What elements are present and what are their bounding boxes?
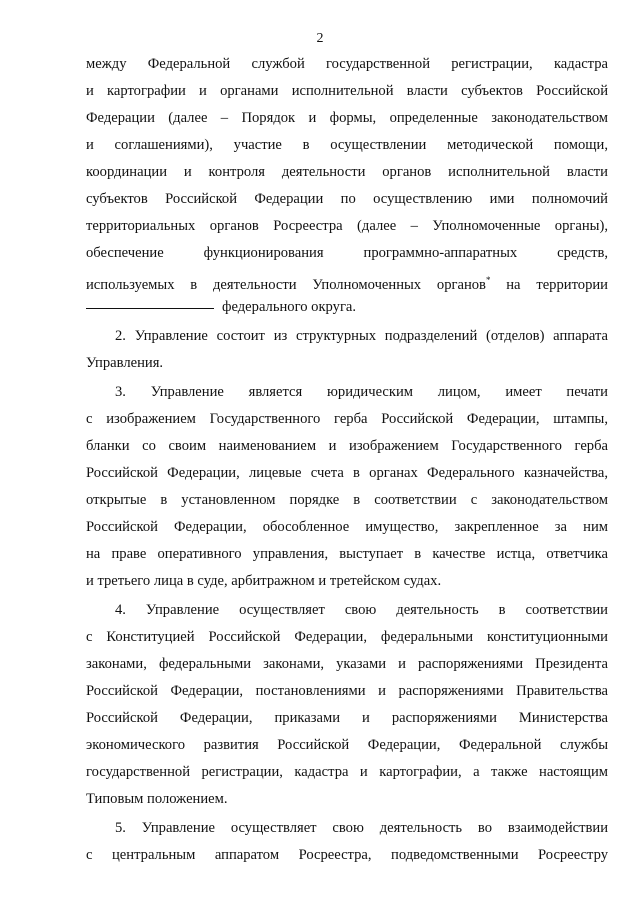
text-line [86,294,608,320]
line-text: государственной регистрации, кадастра и картографии, а также настоящим [86,764,608,780]
line-text: с изображением Государственного герба Российской Федерации, штампы, [86,411,608,427]
line-text: с Конституцией Российской Федерации, федеральными конституционными [86,629,608,645]
line-text: 2. Управление состоит из структурных подразделений (отделов) аппарата [115,328,608,344]
line-text: Типовым положением. [86,791,228,807]
text-line [86,460,608,486]
line-text: законами, федеральными законами, указами и распоряжениями Президента [86,656,608,672]
text-line [86,433,608,459]
text-line [86,568,608,594]
fill-in-blank [86,307,214,309]
text-line [86,624,608,650]
line-text: Федерации (далее – Порядок и формы, определенные законодательством [86,110,608,126]
line-text: Российской Федерации, приказами и распоряжениями Министерства [86,710,608,726]
line-text: между Федеральной службой государственной регистрации, кадастра [86,56,608,72]
text-line [86,240,608,266]
line-text: 3. Управление является юридическим лицом, имеет печати [115,384,608,400]
line-text: территориальных органов Росреестра (далее – Уполномоченные органы), [86,218,608,234]
text-line [86,406,608,432]
text-line [86,78,608,104]
line-text: субъектов Российской Федерации по осуществлению ими полномочий [86,191,608,207]
text-line [115,323,608,349]
text-line [86,732,608,758]
text-line [86,350,608,376]
text-line [86,267,608,293]
text-line [86,786,608,812]
page-number: 2 [316,31,324,46]
text-line [115,815,608,841]
footnote-marker: * [485,275,491,285]
text-line [86,541,608,567]
line-text: Российской Федерации, постановлениями и распоряжениями Правительства [86,683,608,699]
line-text: Российской Федерации, обособленное имущество, закрепленное за ним [86,519,608,535]
text-line [86,678,608,704]
line-text-tail: на территории [490,277,608,293]
line-text: Российской Федерации, лицевые счета в органах Федерального казначейства, [86,465,608,481]
text-line [86,51,608,77]
line-text: и третьего лица в суде, арбитражном и третейском судах. [86,573,442,589]
line-text: с центральным аппаратом Росреестра, подведомственными Росреестру [86,847,608,863]
line-text: экономического развития Российской Федерации, Федеральной службы [86,737,608,753]
line-text: 5. Управление осуществляет свою деятельность во взаимодействии [115,820,608,836]
text-line [86,842,608,868]
line-text: на праве оперативного управления, выступает в качестве истца, ответчика [86,546,608,562]
text-line [86,105,608,131]
line-text: 4. Управление осуществляет свою деятельность в соответствии [115,602,608,618]
text-line [115,379,608,405]
text-line [86,759,608,785]
text-line [86,705,608,731]
text-line [86,651,608,677]
text-line [86,132,608,158]
line-text: Управления. [86,355,164,371]
text-line [86,487,608,513]
line-text: бланки со своим наименованием и изображением Государственного герба [86,438,608,454]
line-text: обеспечение функционирования программно-аппаратных средств, [86,245,608,261]
text-line [86,514,608,540]
line-text: координации и контроля деятельности органов исполнительной власти [86,164,608,180]
line-text: и соглашениями), участие в осуществлении методической помощи, [86,137,608,153]
text-line [115,597,608,623]
text-line [86,186,608,212]
text-line [86,159,608,185]
line-text: федерального округа. [222,299,357,315]
line-text: открытые в установленном порядке в соответствии с законодательством [86,492,608,508]
text-line [86,213,608,239]
line-text: используемых в деятельности Уполномоченных органов [86,277,486,293]
line-text: и картографии и органами исполнительной власти субъектов Российской [86,83,608,99]
